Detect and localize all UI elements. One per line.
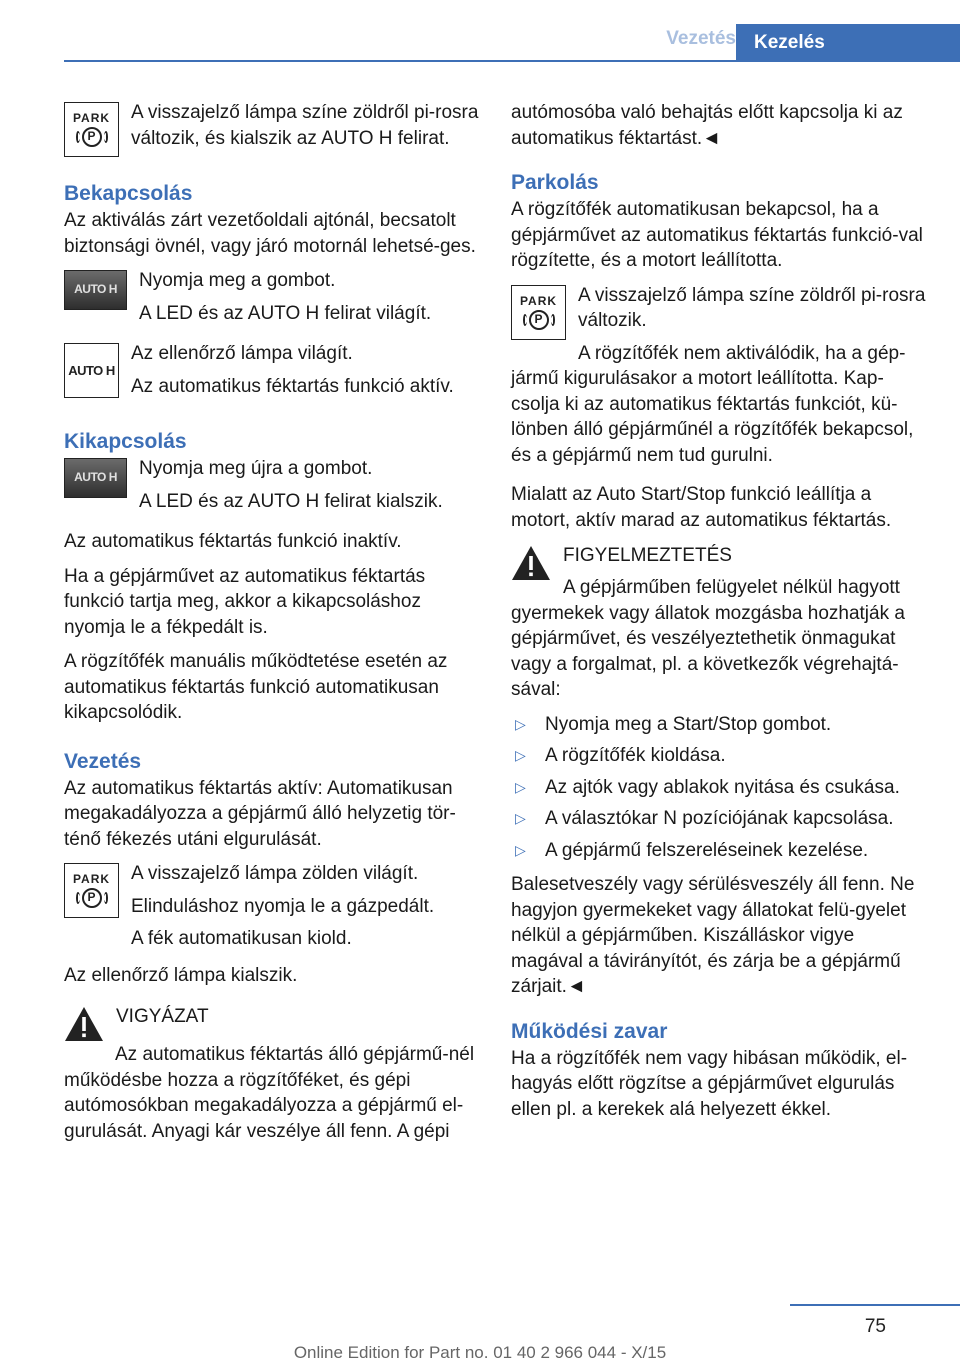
heading-kikapcsolas: Kikapcsolás bbox=[64, 430, 187, 453]
warning-bullet-list bbox=[511, 712, 931, 864]
park-icon-label: PARK bbox=[72, 111, 111, 125]
warning-figyelmeztetes-text: A gépjárműben felügyelet nélkül hagyott gyermekek vagy állatok mozgásba hozhatják a gépjárművet, és veszélyeztethetik önmagukat vagy a forgalmat, pl. a következők végrehajtá-sával: bbox=[511, 577, 905, 700]
park-brake-indicator-icon bbox=[64, 102, 119, 157]
kikapcs-paragraph2: Ha a gépjárművet az automatikus féktartás funkció tartja meg, akkor a kikapcsoláshoz nyomja le a fékpedált is. bbox=[64, 565, 426, 638]
list-item-text: Nyomja meg a Start/Stop gombot. bbox=[545, 713, 832, 735]
vezetes-icon-line1: A visszajelző lámpa zölden világít. bbox=[131, 863, 419, 884]
autoh-button-icon: AUTO H bbox=[64, 270, 127, 310]
zavar-paragraph: Ha a rögzítőfék nem vagy hibásan működik, el-hagyás előtt rögzítse a gépjárművet elgurulás ellen pl. a kerekek alá helyezett ékkel. bbox=[511, 1047, 908, 1120]
kikapcs-btn-line1: Nyomja meg újra a gombot. bbox=[139, 458, 373, 479]
autoh-button-row-off bbox=[64, 456, 482, 521]
section-vezetes bbox=[64, 748, 482, 989]
vezetes-paragraph2: Az ellenőrző lámpa kialszik. bbox=[64, 964, 298, 986]
warning-figyelmeztetes-title: FIGYELMEZTETÉS bbox=[563, 545, 732, 566]
triangle-bullet-icon: ▷ bbox=[515, 841, 526, 858]
parkolas-icon-line2: A rögzítőfék nem aktiválódik, ha a gép-jármű kigurulásakor a motort leállította. Kap-csolja ki az automatikus féktartás funkciót, kü-lönben álló gépjárműnél a rögzítőfék bekapcsol, és a gépjármű nem tud gurulni. bbox=[511, 342, 914, 466]
kikapcs-paragraph1: Az automatikus féktartás funkció inaktív. bbox=[64, 531, 402, 552]
park-icon-symbol: P bbox=[529, 310, 549, 330]
page-number: 75 bbox=[864, 1316, 886, 1337]
warning-vigyazat-title: VIGYÁZAT bbox=[116, 1006, 209, 1027]
section-kikapcsolas bbox=[64, 428, 482, 726]
heading-parkolas: Parkolás bbox=[511, 171, 599, 194]
autoh-button-row-on bbox=[64, 268, 482, 333]
triangle-bullet-icon: ▷ bbox=[515, 810, 526, 826]
list-item-text: A választókar N pozíciójának kapcsolása. bbox=[545, 808, 894, 829]
bekapcs-lamp-line1: Az ellenőrző lámpa világít. bbox=[131, 343, 353, 364]
bekapcs-paragraph: Az aktiválás zárt vezetőoldali ajtónál, becsatolt biztonsági övnél, vagy járó motornál lehetsé-ges. bbox=[64, 210, 476, 257]
bekapcs-lamp-line2: Az automatikus féktartás funkció aktív. bbox=[131, 375, 454, 397]
bekapcs-btn-line1: Nyomja meg a gombot. bbox=[139, 270, 336, 291]
list-item-text: A rögzítőfék kioldása. bbox=[545, 745, 726, 766]
list-item bbox=[511, 712, 931, 738]
header-tab-kezeles[interactable]: Kezelés bbox=[736, 24, 960, 62]
list-item-text: Az ajtók vagy ablakok nyitása és csukása. bbox=[545, 776, 900, 798]
parkolas-paragraph2: Mialatt az Auto Start/Stop funkció leállítja a motort, aktív marad az automatikus féktartás. bbox=[511, 484, 892, 531]
list-item bbox=[511, 743, 931, 769]
right-column bbox=[511, 100, 931, 1131]
edition-text: Online Edition for Part no. 01 40 2 966 044 - X/15 bbox=[293, 1343, 667, 1362]
bekapcs-btn-line2: A LED és az AUTO H felirat világít. bbox=[139, 302, 432, 324]
park-icon-label: PARK bbox=[519, 293, 558, 308]
park-indicator-parkolas bbox=[511, 283, 931, 341]
kikapcs-btn-line2: A LED és az AUTO H felirat kialszik. bbox=[139, 490, 443, 512]
autoh-lamp-row bbox=[64, 341, 482, 406]
warning-triangle-icon bbox=[64, 1006, 104, 1042]
park-brake-indicator-icon bbox=[511, 285, 566, 340]
intro-text: A visszajelző lámpa színe zöldről pi-rosra változik, és kialszik az AUTO H felirat. bbox=[131, 102, 479, 149]
park-icon-symbol: P bbox=[82, 127, 102, 147]
heading-bekapcsolas: Bekapcsolás bbox=[64, 182, 193, 205]
heading-vezetes: Vezetés bbox=[64, 749, 142, 773]
warning-vigyazat-text: Az automatikus féktartás álló gépjármű-nél működésbe hozza a rögzítőféket, és gépi autómosókban megakadályozza a gépjármű el-gurulását. Anyagi kár veszélye áll fenn. A gépi bbox=[64, 1044, 475, 1142]
header-tab-vezetes[interactable]: Vezetés bbox=[666, 28, 736, 49]
triangle-bullet-icon: ▷ bbox=[515, 747, 526, 763]
triangle-bullet-icon: ▷ bbox=[515, 715, 526, 732]
list-item bbox=[511, 775, 931, 801]
park-indicator-vezetes bbox=[64, 861, 482, 959]
park-icon-label: PARK bbox=[72, 872, 111, 886]
kikapcs-paragraph3: A rögzítőfék manuális működtetése esetén az automatikus féktartás funkció automatikusan kikapcsolódik. bbox=[64, 651, 448, 723]
warning-triangle-icon bbox=[511, 545, 551, 581]
park-brake-indicator-icon bbox=[64, 863, 119, 918]
vezetes-icon-line2: Elinduláshoz nyomja le a gázpedált. bbox=[131, 895, 435, 917]
vezetes-paragraph1: Az automatikus féktartás aktív: Automatikusan megakadályozza a gépjármű álló helyzetig tör-ténő fékezés utáni elgurulását. bbox=[64, 777, 456, 850]
page-header bbox=[0, 24, 960, 62]
warning-vigyazat bbox=[64, 1004, 482, 1042]
header-rule bbox=[64, 60, 960, 62]
warning-after-text: Balesetveszély vagy sérülésveszély áll fenn. Ne hagyjon gyermekeket vagy állatokat felü-gyelet nélkül a gépjárműben. Kiszálláskor vigye magával a távirányítót, és zárja be a gépjármű zárjait.◄ bbox=[511, 874, 915, 997]
section-parkolas bbox=[511, 169, 931, 533]
list-item bbox=[511, 838, 931, 864]
park-indicator-intro bbox=[64, 100, 482, 158]
section-bekapcsolas bbox=[64, 180, 482, 406]
list-item bbox=[511, 806, 931, 832]
parkolas-icon-line1: A visszajelző lámpa színe zöldről pi-rosra változik. bbox=[578, 284, 926, 331]
autoh-button-icon: AUTO H bbox=[64, 458, 127, 498]
heading-mukodesi-zavar: Működési zavar bbox=[511, 1019, 668, 1043]
warning-continued-text: autómosóba való behajtás előtt kapcsolja ki az automatikus féktartást.◄ bbox=[511, 102, 903, 149]
park-icon-symbol: P bbox=[82, 888, 102, 908]
autoh-indicator-icon: AUTO H bbox=[64, 343, 119, 398]
footer-rule bbox=[790, 1304, 960, 1306]
vezetes-icon-line3: A fék automatikusan kiold. bbox=[131, 928, 352, 949]
parkolas-paragraph1: A rögzítőfék automatikusan bekapcsol, ha a gépjárművet az automatikus féktartás funkció-val rögzítette, és a motort leállította. bbox=[511, 199, 923, 271]
list-item-text: A gépjármű felszereléseinek kezelése. bbox=[545, 839, 869, 861]
left-column bbox=[64, 100, 482, 1153]
triangle-bullet-icon: ▷ bbox=[515, 778, 526, 795]
section-mukodesi-zavar bbox=[511, 1018, 931, 1123]
